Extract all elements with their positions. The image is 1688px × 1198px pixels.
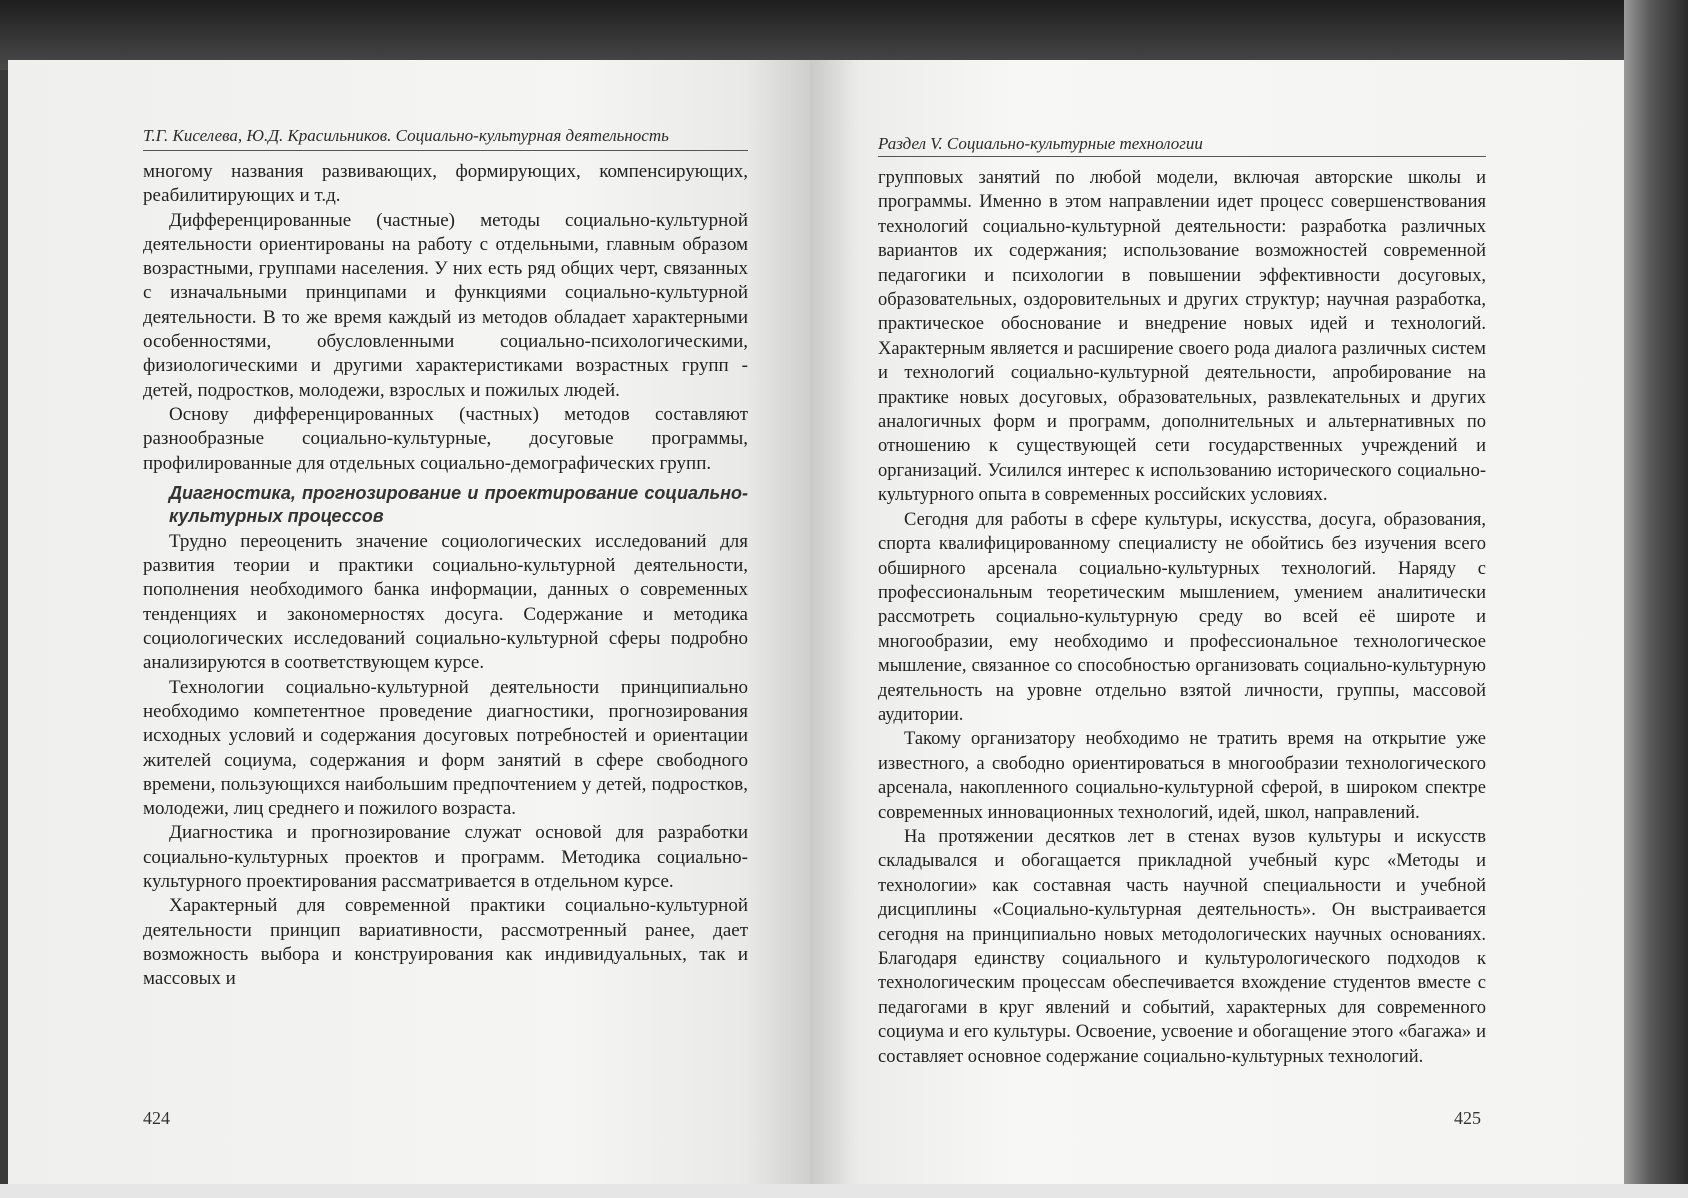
section-heading: Диагностика, прогнозирование и проектирование социально-культурных процессов bbox=[169, 482, 748, 526]
left-paragraph-2: Дифференцированные (частные) методы социально-культурной деятельности ориентированы на работу с отдельными, главным образом возрастными, группами населения. У них есть ряд общих черт, связанных с изначальными принципами и функциями социально-культурной деятельности. В то же время каждый из методов обладает характерными особенностями, обусловленными социально-психологическими, физиологическими и другими характеристиками возрастных групп - детей, подростков, молодежи, взрослых и пожилых людей. bbox=[143, 209, 748, 401]
right-paragraph-4: На протяжении десятков лет в стенах вузов культуры и искусств складывался и обогащается прикладной учебный курс «Методы и технологии» как составная часть научной специальности и учебной дисциплины «Социально-культурная деятельность». Он выстраивается сегодня на принципиально новых методологических научных основаниях. Благодаря единству социального и культурологического подходов к технологическим процессам обеспечивается вхождение студентов вместе с педагогами в круг явлений и событий, характерных для современного социума и его культуры. Освоение, усвоение и обогащение этого «багажа» и составляет основное содержание социально-культурных технологий. bbox=[878, 826, 1486, 1067]
right-running-head: Раздел V. Социально-культурные технологии bbox=[878, 134, 1203, 153]
left-paragraph-6: Диагностика и прогнозирование служат основой для разработки социально-культурных проектов и программ. Методика социально-культурного проектирования рассматривается в отдельном курсе. bbox=[143, 822, 748, 893]
right-paragraph-2: Сегодня для работы в сфере культуры, искусства, досуга, образования, спорта квалифицированному специалисту не обойтись без изучения всего обширного арсенала социально-культурных технологий. Наряду с профессиональным теоретическим мышлением, умением аналитически рассмотреть социально-культурную среду во всей её широте и многообразии, ему необходимо и профессиональное технологическое мышление, связанное со способностью организовать социально-культурную деятельность на уровне отдельно взятой личности, группы, массовой аудитории. bbox=[878, 509, 1486, 725]
left-paragraph-5: Технологии социально-культурной деятельности принципиально необходимо компетентное проведение диагностики, прогнозирования исходных условий и содержания досуговых потребностей и ориентации жителей социума, содержания и форм занятий в сфере свободного времени, пользующихся наибольшим предпочтением у детей, подростков, молодежи, лиц среднего и пожилого возраста. bbox=[143, 676, 748, 820]
left-page-number: 424 bbox=[143, 1108, 170, 1128]
left-text-column bbox=[143, 160, 748, 992]
scan-bottom-edge bbox=[0, 1184, 1688, 1198]
left-head-rule bbox=[143, 150, 748, 151]
right-head-rule bbox=[878, 156, 1486, 157]
right-text-column bbox=[878, 166, 1486, 1069]
left-paragraph-7: Характерный для современной практики социально-культурной деятельности принцип вариативности, рассмотренный ранее, дает возможность выбора и конструирования как индивидуальных, так и массовых и bbox=[143, 895, 748, 990]
right-paragraph-1: групповых занятий по любой модели, включая авторские школы и программы. Именно в этом направлении идет процесс совершенствования технологий социально-культурной деятельности: разработка различных вариантов их содержания; использование возможностей современной педагогики и психологии в повышении эффективности досуговых, образовательных, оздоровительных и других структур; научная разработка, практическое обоснование и внедрение новых идей и технологий. Характерным является и расширение своего рода диалога различных систем и технологий социально-культурной деятельности, апробирование на практике новых досуговых, образовательных, развлекательных и других аналогичных форм и программ, дополнительных и альтернативных по отношению к существующей сети государственных учреждений и организаций. Усилился интерес к использованию исторического социально-культурного опыта в современных российских условиях. bbox=[878, 168, 1486, 506]
scan-right-edge bbox=[1624, 0, 1688, 1198]
right-paragraph-3: Такому организатору необходимо не тратить время на открытие уже известного, а свободно ориентироваться в многообразии технологического арсенала, накопленного социально-культурной сферой, в широком спектре современных инновационных технологий, идей, школ, направлений. bbox=[878, 729, 1486, 823]
left-paragraph-1: многому названия развивающих, формирующих, компенсирующих, реабилитирующих и т.д. bbox=[143, 161, 748, 207]
right-page-number: 425 bbox=[1454, 1108, 1481, 1128]
left-running-head: Т.Г. Киселева, Ю.Д. Красильников. Социально-культурная деятельность bbox=[143, 126, 669, 145]
left-paragraph-4: Трудно переоценить значение социологических исследований для развития теории и практики социально-культурной деятельности, пополнения необходимого банка информации, данных о современных тенденциях и закономерностях досуга. Содержание и методика социологических исследований социально-культурной сферы подробно анализируются в соответствующем курсе. bbox=[143, 530, 748, 674]
left-paragraph-3: Основу дифференцированных (частных) методов составляют разнообразные социально-культурные, досуговые программы, профилированные для отдельных социально-демографических групп. bbox=[143, 403, 748, 474]
